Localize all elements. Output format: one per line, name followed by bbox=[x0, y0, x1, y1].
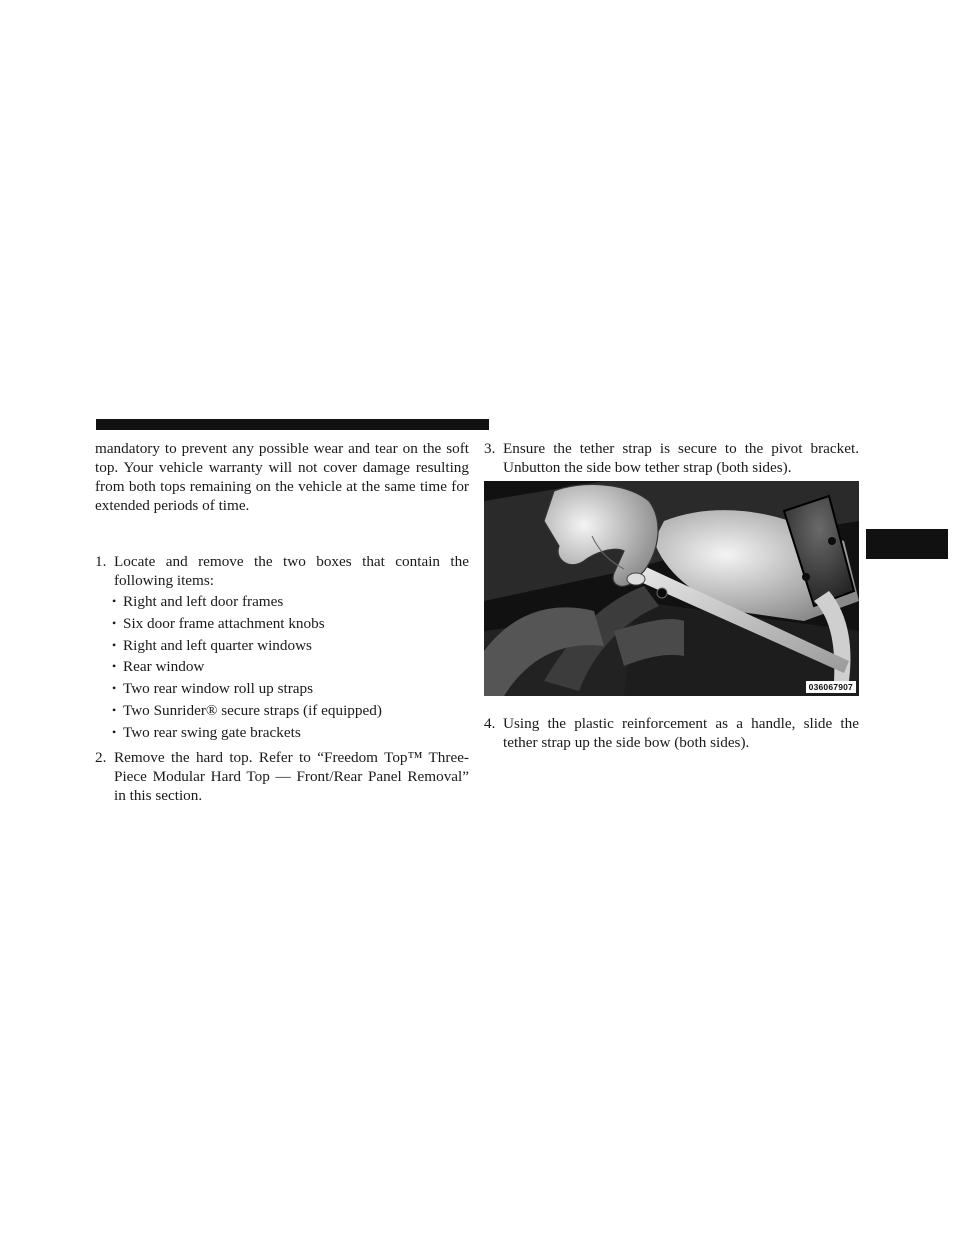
tether-strap-drawing bbox=[484, 481, 859, 696]
list-item: • Right and left door frames bbox=[112, 592, 469, 611]
intro-paragraph: mandatory to prevent any possible wear and tear on the soft top. Your vehicle warranty will not cover damage resulting from both tops remaining on the vehicle at the same time for extended periods of time. bbox=[95, 440, 469, 514]
list-item: • Two Sunrider® secure straps (if equipped) bbox=[112, 701, 469, 720]
figure-code: 036067907 bbox=[806, 681, 856, 693]
step-text: Using the plastic reinforcement as a handle, slide the tether strap up the side bow (both sides). bbox=[503, 715, 859, 751]
step-text: Ensure the tether strap is secure to the pivot bracket. Unbutton the side bow tether strap (both sides). bbox=[503, 440, 859, 476]
list-item: • Right and left quarter windows bbox=[112, 636, 469, 655]
left-column bbox=[95, 439, 469, 805]
step-1 bbox=[95, 552, 469, 590]
list-item: • Six door frame attachment knobs bbox=[112, 614, 469, 633]
step-4 bbox=[484, 714, 859, 752]
list-item: • Rear window bbox=[112, 657, 469, 676]
step-text: Locate and remove the two boxes that contain the following items: bbox=[114, 553, 469, 589]
step-number: 4. bbox=[484, 715, 496, 732]
step-number: 1. bbox=[95, 553, 107, 570]
section-tab bbox=[866, 529, 948, 559]
tether-strap-illustration bbox=[484, 481, 859, 696]
item-list bbox=[95, 592, 469, 742]
step-number: 3. bbox=[484, 440, 496, 457]
step-3 bbox=[484, 439, 859, 477]
list-item: • Two rear swing gate brackets bbox=[112, 723, 469, 742]
header-rule bbox=[96, 419, 489, 430]
list-item: • Two rear window roll up straps bbox=[112, 679, 469, 698]
step-2 bbox=[95, 748, 469, 805]
step-text: Remove the hard top. Refer to “Freedom Top™ Three-Piece Modular Hard Top — Front/Rear Panel Removal” in this section. bbox=[114, 748, 469, 804]
step-number: 2. bbox=[95, 748, 107, 766]
